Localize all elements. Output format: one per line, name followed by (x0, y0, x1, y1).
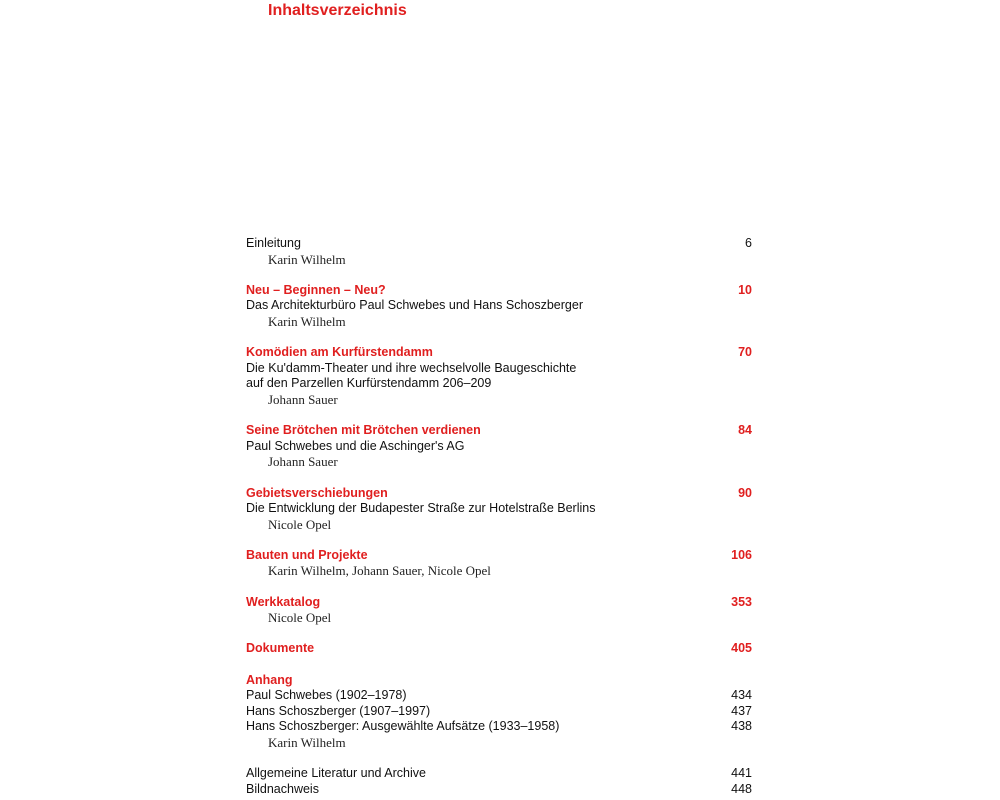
toc-entry-neu-beginnen (246, 283, 752, 330)
anhang-item (246, 704, 752, 720)
page-number: 6 (745, 236, 752, 250)
entry-title: Bauten und Projekte (246, 547, 368, 562)
page-number: 106 (731, 547, 752, 562)
entry-subtitle: Die Entwicklung der Budapester Straße zur Hotelstraße Berlins (246, 501, 596, 516)
toc-entry-bauten (246, 548, 752, 579)
toc-entry-einleitung (246, 236, 752, 267)
entry-title: Komödien am Kurfürstendamm (246, 345, 433, 360)
entry-title-line (246, 345, 752, 361)
entry-title-line (246, 641, 752, 657)
anhang-item (246, 688, 752, 704)
entry-author: Johann Sauer (268, 391, 338, 407)
entry-subtitle: auf den Parzellen Kurfürstendamm 206–209 (246, 376, 492, 391)
page-number: 90 (738, 485, 752, 500)
entry-title: Einleitung (246, 236, 301, 250)
item-label: Allgemeine Literatur und Archive (246, 766, 426, 781)
page-number: 441 (731, 766, 752, 781)
entry-subtitle: Das Architekturbüro Paul Schwebes und Hans Schoszberger (246, 298, 583, 313)
entry-title: Gebietsverschiebungen (246, 485, 388, 500)
entry-title-line (246, 283, 752, 299)
entry-author: Karin Wilhelm, Johann Sauer, Nicole Opel (268, 563, 491, 579)
entry-title-line (246, 486, 752, 502)
item-label: Hans Schoszberger: Ausgewählte Aufsätze (1933–1958) (246, 719, 560, 734)
toc-entry-broetchen (246, 423, 752, 470)
anhang-item-bildnachweis (246, 782, 752, 798)
page-number: 448 (731, 781, 752, 796)
entry-title-line (246, 595, 752, 611)
anhang-item (246, 719, 752, 735)
toc-entry-anhang (246, 673, 752, 798)
entry-title-line (246, 548, 752, 564)
entry-author: Karin Wilhelm (268, 251, 346, 267)
table-of-contents (246, 236, 752, 797)
toc-entry-komoedien (246, 345, 752, 407)
page-number: 405 (731, 641, 752, 656)
entry-author: Johann Sauer (268, 454, 338, 470)
page-number: 434 (731, 688, 752, 703)
entry-title-line (246, 423, 752, 439)
entry-author: Nicole Opel (268, 516, 332, 532)
entry-title: Seine Brötchen mit Brötchen verdienen (246, 423, 481, 438)
entry-title: Werkkatalog (246, 594, 321, 609)
entry-author: Nicole Opel (268, 610, 332, 626)
entry-title-line (246, 236, 752, 252)
entry-subtitle: Paul Schwebes und die Aschinger's AG (246, 438, 465, 453)
page-number: 438 (731, 719, 752, 734)
anhang-item-literatur (246, 766, 752, 782)
toc-entry-werkkatalog (246, 595, 752, 626)
page-number: 10 (738, 282, 752, 297)
item-label: Bildnachweis (246, 781, 319, 796)
toc-entry-dokumente (246, 641, 752, 657)
toc-entry-gebietsverschiebungen (246, 486, 752, 533)
entry-title: Anhang (246, 672, 293, 687)
entry-title: Neu – Beginnen – Neu? (246, 282, 386, 297)
item-label: Paul Schwebes (1902–1978) (246, 688, 407, 703)
entry-subtitle: Die Ku'damm-Theater und ihre wechselvolle Baugeschichte (246, 360, 577, 375)
entry-title-line (246, 673, 752, 689)
page-number: 437 (731, 703, 752, 718)
item-label: Hans Schoszberger (1907–1997) (246, 703, 431, 718)
entry-author: Karin Wilhelm (268, 313, 346, 329)
page-number: 84 (738, 423, 752, 438)
page-number: 70 (738, 345, 752, 360)
page-number: 353 (731, 594, 752, 609)
entry-title: Dokumente (246, 641, 315, 656)
entry-author: Karin Wilhelm (268, 735, 346, 750)
page-title: Inhaltsverzeichnis (268, 2, 407, 19)
